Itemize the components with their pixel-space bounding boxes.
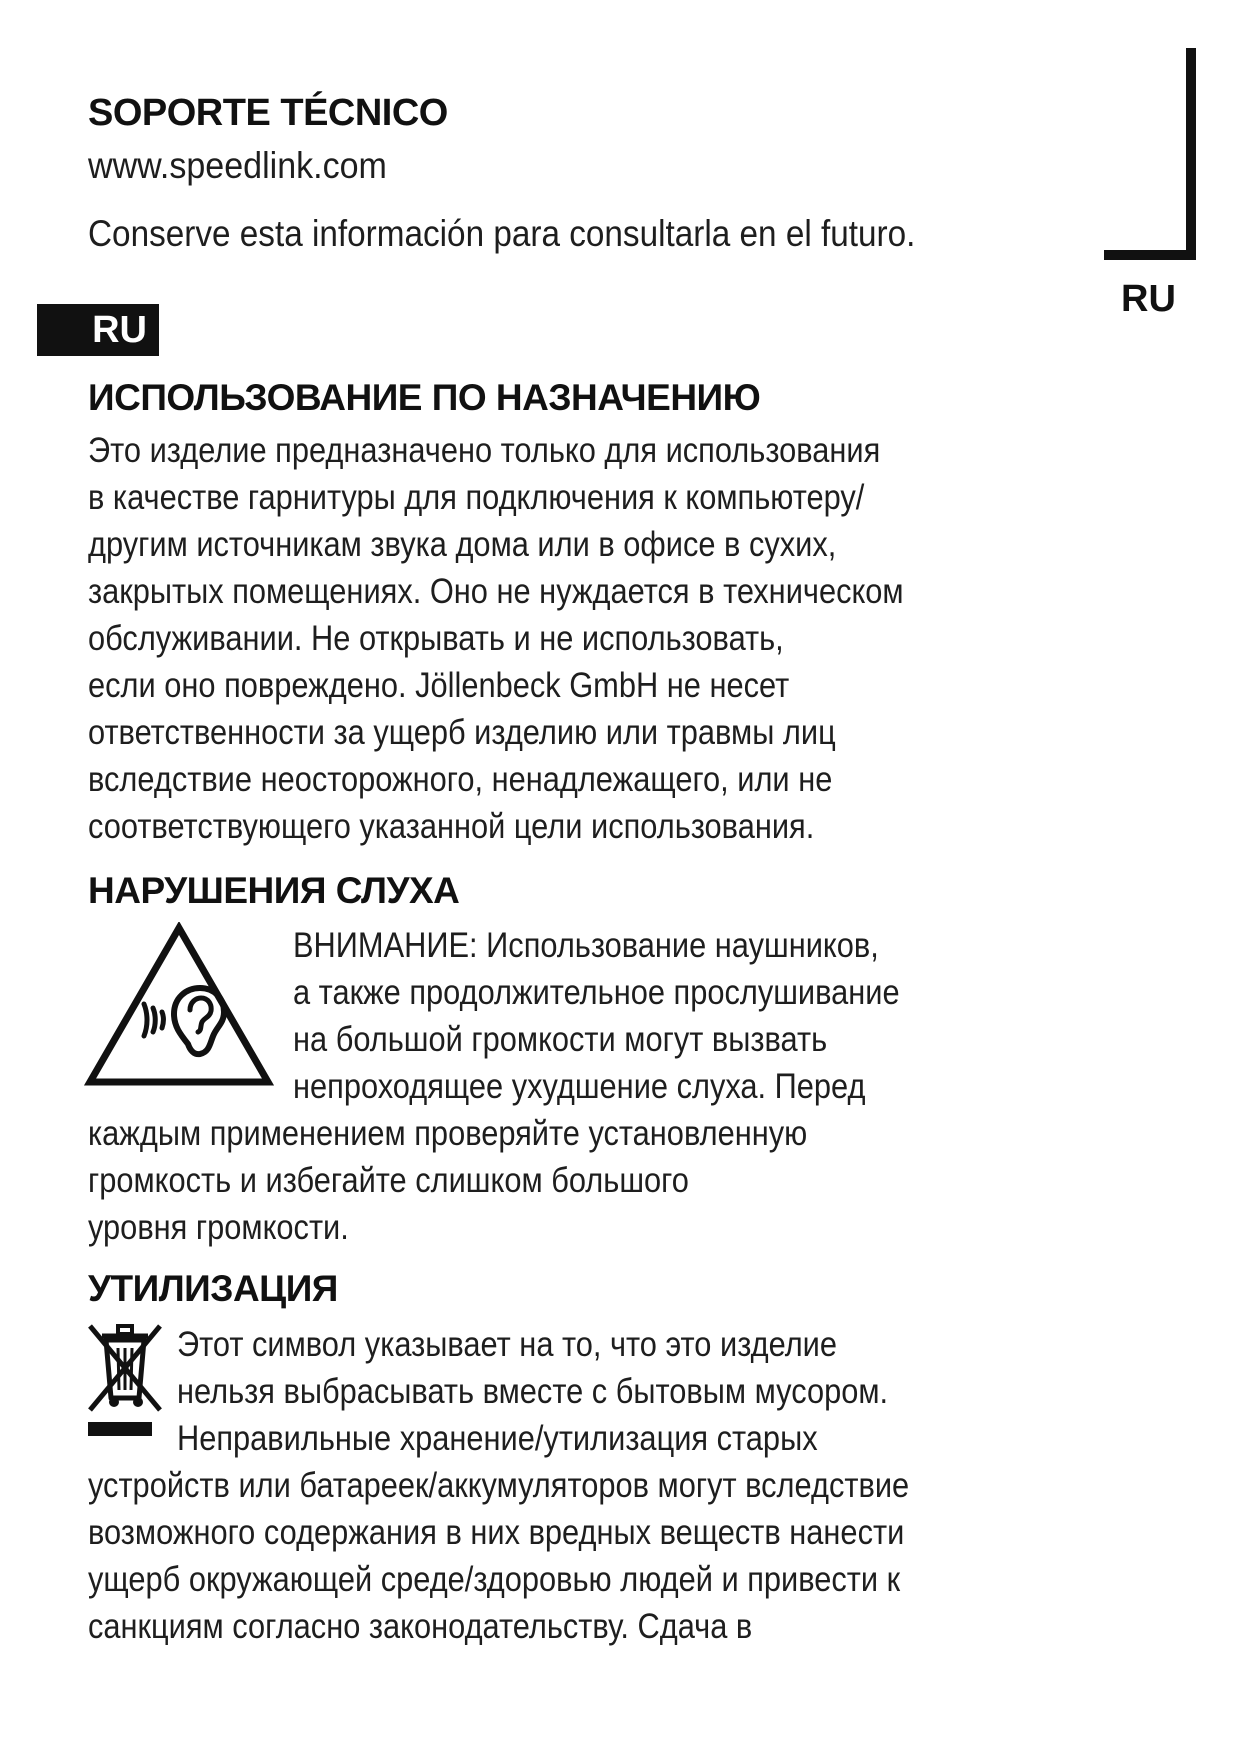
text-line: возможного содержания в них вредных веществ нанести [88,1513,905,1552]
disposal-heading: УТИЛИЗАЦИЯ [88,1268,338,1309]
text-line: нельзя выбрасывать вместе с бытовым мусором. [177,1372,889,1411]
text-line: уровня громкости. [88,1208,349,1247]
text-line: а также продолжительное прослушивание [293,973,900,1012]
text-line: устройств или батареек/аккумуляторов могут вследствие [88,1466,910,1505]
text-line: Этот символ указывает на то, что это изделие [177,1325,838,1364]
text-line: ВНИМАНИЕ: Использование наушников, [293,926,879,965]
text-line: непроходящее ухудшение слуха. Перед [293,1067,866,1106]
disposal-text [88,1462,909,1650]
text-line: ущерб окружающей среде/здоровью людей и привести к [88,1560,901,1599]
corner-mark-vertical [1186,48,1196,258]
corner-mark-horizontal [1104,250,1196,260]
hearing-text-beside-icon [293,922,900,1110]
language-badge [37,304,159,356]
support-url[interactable]: www.speedlink.com [88,145,387,186]
text-line: санкциям согласно законодательству. Сдача в [88,1607,753,1646]
support-title: SOPORTE TÉCNICO [88,92,448,134]
text-line: соответствующего указанной цели использования. [88,807,815,846]
intended-use-text [88,427,904,850]
hearing-warning-icon [84,922,274,1090]
crossed-bin-icon [86,1318,166,1448]
text-line: на большой громкости могут вызвать [293,1020,828,1059]
text-line: каждым применением проверяйте установленную [88,1114,808,1153]
text-line: вследствие неосторожного, ненадлежащего, или не [88,760,833,799]
text-line: громкость и избегайте слишком большого [88,1161,689,1200]
text-line: Это изделие предназначено только для использования [88,431,881,470]
intended-use-heading: ИСПОЛЬЗОВАНИЕ ПО НАЗНАЧЕНИЮ [88,377,761,418]
hearing-text [88,1110,807,1251]
text-line: если оно повреждено. Jöllenbeck GmbH не несет [88,666,790,705]
disposal-text-beside-icon [177,1321,888,1462]
text-line: ответственности за ущерб изделию или травмы лиц [88,713,836,752]
text-line: закрытых помещениях. Оно не нуждается в техническом [88,572,904,611]
hearing-heading: НАРУШЕНИЯ СЛУХА [88,870,460,911]
text-line: в качестве гарнитуры для подключения к компьютеру/ [88,478,865,517]
text-line: Неправильные хранение/утилизация старых [177,1419,818,1458]
text-line: другим источникам звука дома или в офисе в сухих, [88,525,837,564]
text-line: обслуживании. Не открывать и не использовать, [88,619,784,658]
language-badge-label: RU [92,308,147,351]
corner-language-label: RU [1121,278,1176,320]
support-note: Conserve esta información para consultarla en el futuro. [88,213,916,254]
